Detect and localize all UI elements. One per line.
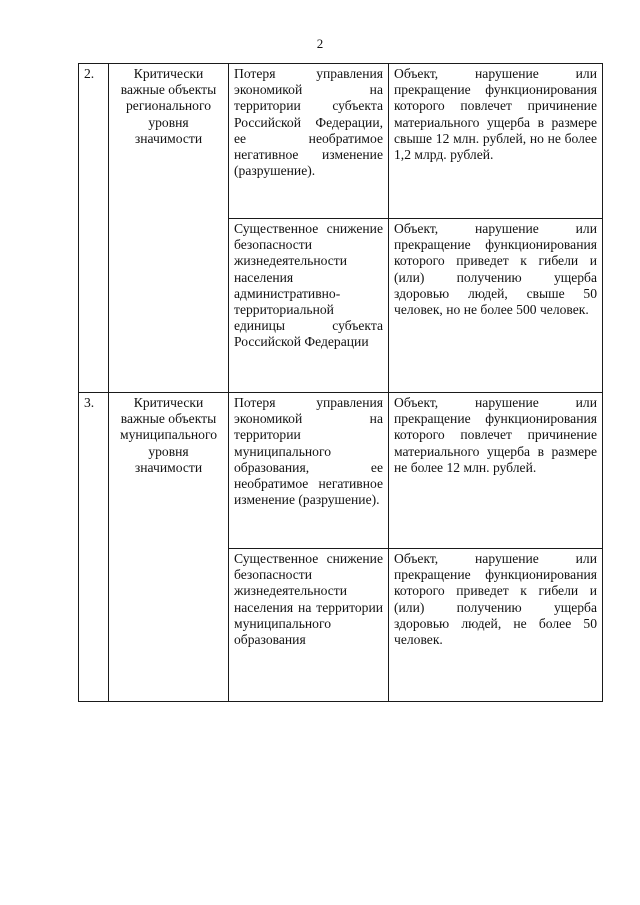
- description-cell: Объект, нарушение или прекращение функционирования которого повлечет причинение материального ущерба в размере не более 12 млн. рублей.: [389, 393, 603, 549]
- criterion-cell: Потеря управления экономикой на территории субъекта Российской Федерации, ее необратимое негативное изменение (разрушение).: [229, 64, 389, 219]
- description-cell: Объект, нарушение или прекращение функционирования которого повлечет причинение материального ущерба в размере свыше 12 млн. рублей, но не более 1,2 млрд. рублей.: [389, 64, 603, 219]
- object-category: Критически важные объекты муниципального уровня значимости: [109, 393, 229, 702]
- object-category: Критически важные объекты регионального уровня значимости: [109, 64, 229, 393]
- criterion-cell: Существенное снижение безопасности жизнедеятельности населения административно-территориальной единицы субъекта Российской Федерации: [229, 219, 389, 393]
- table-row: [79, 64, 603, 219]
- page-number: 2: [316, 36, 324, 51]
- criterion-cell: Существенное снижение безопасности жизнедеятельности населения на территории муниципального образования: [229, 549, 389, 702]
- description-cell: Объект, нарушение или прекращение функционирования которого приведет к гибели и (или) получению ущерба здоровью людей, не более 50 человек.: [389, 549, 603, 702]
- row-number: 3.: [79, 393, 109, 702]
- significance-table: [78, 63, 603, 702]
- row-number: 2.: [79, 64, 109, 393]
- table-row: [79, 393, 603, 549]
- criterion-cell: Потеря управления экономикой на территории муниципального образования, ее необратимое негативное изменение (разрушение).: [229, 393, 389, 549]
- description-cell: Объект, нарушение или прекращение функционирования которого приведет к гибели и (или) получению ущерба здоровью людей, свыше 50 человек, но не более 500 человек.: [389, 219, 603, 393]
